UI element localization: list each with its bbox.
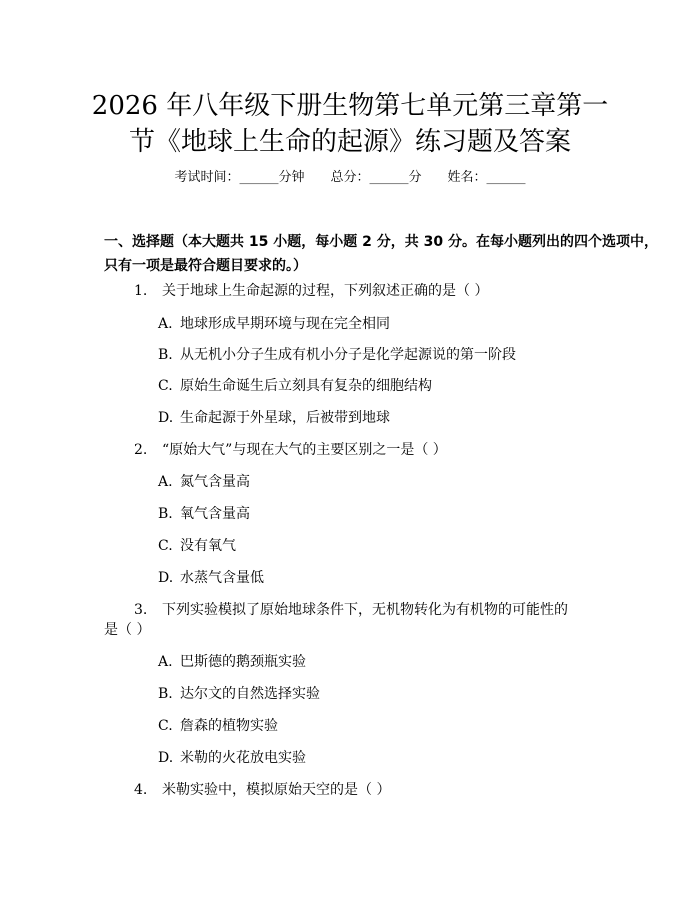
question-2-option-b <box>158 504 658 524</box>
question-2 <box>104 440 664 460</box>
question-2-option-c <box>158 536 658 556</box>
option-text: 巴斯德的鹅颈瓶实验 <box>180 654 306 670</box>
question-3-option-d <box>158 748 658 768</box>
option-letter: D. <box>158 570 174 586</box>
option-letter: B. <box>158 686 173 702</box>
question-4 <box>104 780 664 800</box>
option-text: 詹森的植物实验 <box>180 718 278 734</box>
question-stem: “原始大气”与现在大气的主要区别之一是（ ） <box>162 442 447 458</box>
option-letter: A. <box>158 316 173 332</box>
question-number: 3. <box>134 602 148 618</box>
option-letter: C. <box>158 538 173 554</box>
question-number: 4. <box>134 782 148 798</box>
question-stem: 米勒实验中，模拟原始天空的是（ ） <box>162 782 391 798</box>
option-text: 地球形成早期环境与现在完全相同 <box>180 316 390 332</box>
exam-time-field: 考试时间：______分钟 <box>174 170 305 185</box>
option-text: 米勒的火花放电实验 <box>180 750 306 766</box>
question-2-option-a <box>158 472 658 492</box>
question-3 <box>104 600 574 640</box>
option-text: 水蒸气含量低 <box>180 570 264 586</box>
student-name-field: 姓名：______ <box>447 170 526 185</box>
question-3-option-b <box>158 684 658 704</box>
option-text: 从无机小分子生成有机小分子是化学起源说的第一阶段 <box>180 347 516 363</box>
document-title-line-1: 2026 年八年级下册生物第七单元第三章第一 <box>91 91 609 121</box>
question-1-option-b <box>158 345 658 365</box>
option-letter: C. <box>158 378 173 394</box>
option-letter: A. <box>158 654 173 670</box>
question-number: 1. <box>134 283 148 299</box>
exam-meta-row <box>0 168 700 188</box>
option-letter: A. <box>158 474 173 490</box>
option-text: 没有氧气 <box>180 538 236 554</box>
question-3-option-a <box>158 652 658 672</box>
option-text: 氧气含量高 <box>180 506 250 522</box>
option-letter: C. <box>158 718 173 734</box>
question-1 <box>104 281 664 301</box>
option-letter: D. <box>158 410 174 426</box>
option-text: 氮气含量高 <box>180 474 250 490</box>
question-stem: 下列实验模拟了原始地球条件下，无机物转化为有机物的可能性的是（ ） <box>104 602 568 638</box>
option-text: 达尔文的自然选择实验 <box>180 686 320 702</box>
option-text: 生命起源于外星球，后被带到地球 <box>180 410 390 426</box>
question-number: 2. <box>134 442 148 458</box>
question-stem: 关于地球上生命起源的过程，下列叙述正确的是（ ） <box>162 283 489 299</box>
question-2-option-d <box>158 568 658 588</box>
total-score-field: 总分：______分 <box>330 170 422 185</box>
option-letter: D. <box>158 750 174 766</box>
option-letter: B. <box>158 347 173 363</box>
question-1-option-a <box>158 314 658 334</box>
document-title-line-2: 节《地球上生命的起源》练习题及答案 <box>128 127 571 157</box>
option-letter: B. <box>158 506 173 522</box>
option-text: 原始生命诞生后立刻具有复杂的细胞结构 <box>180 378 432 394</box>
question-1-option-c <box>158 376 658 396</box>
question-3-option-c <box>158 716 658 736</box>
section-heading: 一、选择题（本大题共 15 小题，每小题 2 分，共 30 分。在每小题列出的四个选项中，只有一项是最符合题目要求的。） <box>104 234 658 274</box>
question-1-option-d <box>158 408 658 428</box>
